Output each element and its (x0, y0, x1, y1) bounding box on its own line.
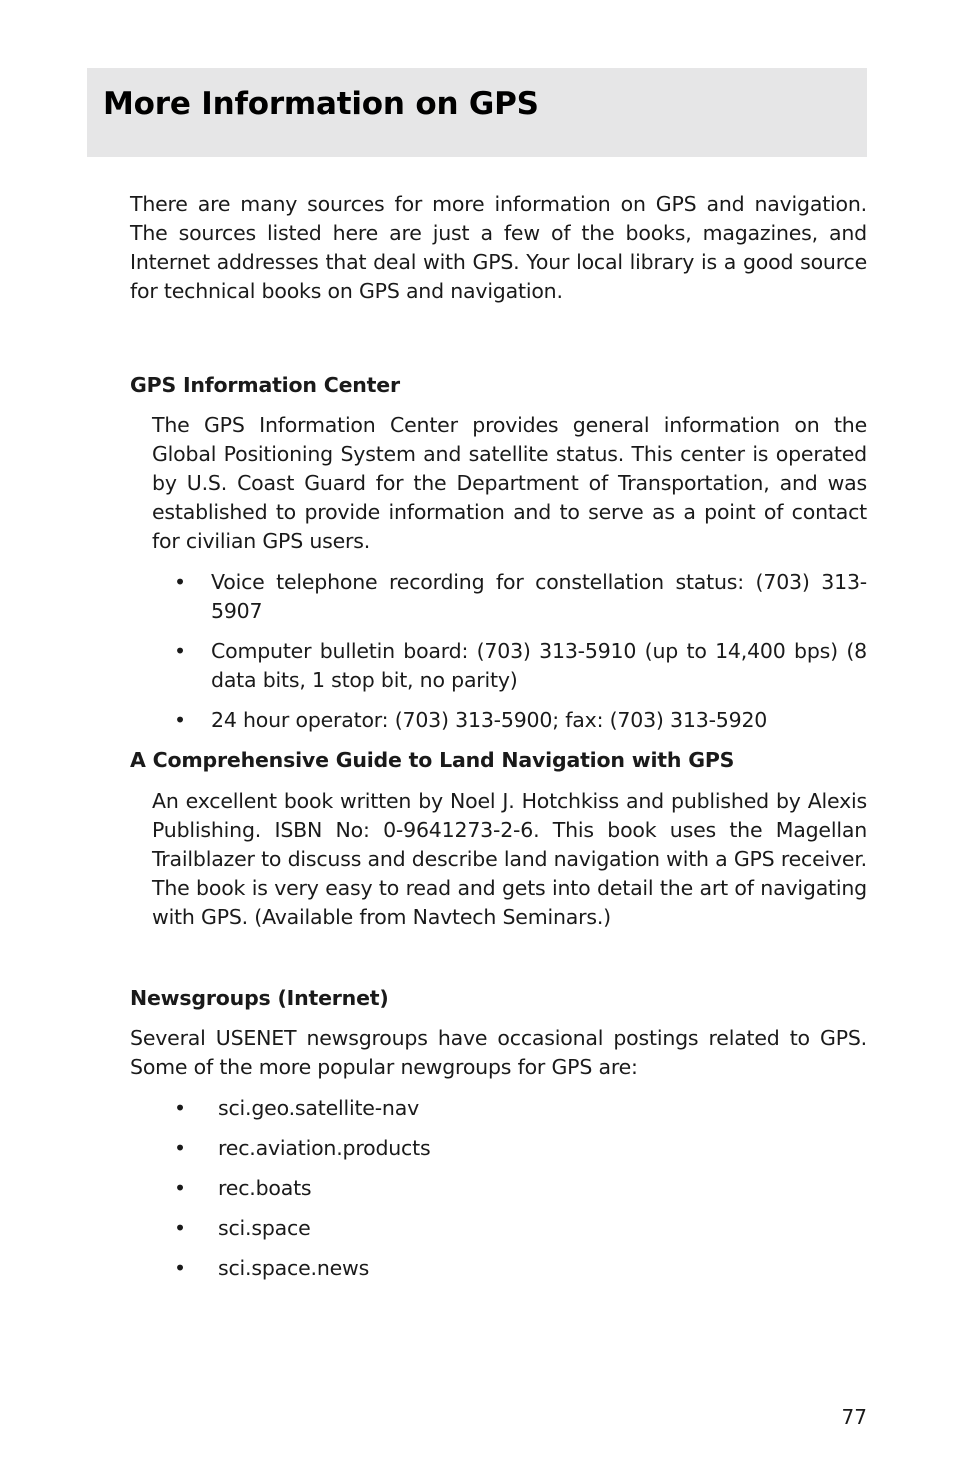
list-item-text: Voice telephone recording for constellation status: (703) 313-5907 (211, 570, 867, 623)
page-number: 77 (841, 1405, 867, 1429)
list-item-text: rec.boats (218, 1176, 312, 1200)
newsgroups-list (130, 1094, 867, 1283)
bullet-icon: • (174, 1256, 186, 1280)
page-content (130, 190, 867, 1283)
list-item (130, 1214, 867, 1243)
list-item (130, 1254, 867, 1283)
intro-paragraph: There are many sources for more information on GPS and navigation. The sources listed here are just a few of the books, magazines, and Internet addresses that deal with GPS. Your local library is a good source for technical books on GPS and navigation. (130, 192, 867, 303)
bullet-icon: • (174, 1096, 186, 1120)
list-item (130, 1134, 867, 1163)
bullet-icon: • (174, 639, 186, 663)
list-item-text: rec.aviation.products (218, 1136, 431, 1160)
list-item (130, 637, 867, 695)
newsgroups-paragraph: Several USENET newsgroups have occasional postings related to GPS. Some of the more popular newgroups for GPS are: (130, 1026, 867, 1079)
list-item (130, 1174, 867, 1203)
guide-heading: A Comprehensive Guide to Land Navigation with GPS (130, 748, 735, 772)
newsgroups-heading: Newsgroups (Internet) (130, 986, 389, 1010)
list-item-text: sci.space.news (218, 1256, 370, 1280)
list-item-text: sci.geo.satellite-nav (218, 1096, 420, 1120)
list-item (130, 1094, 867, 1123)
bullet-icon: • (174, 1176, 186, 1200)
gps-center-heading: GPS Information Center (130, 373, 400, 397)
bullet-icon: • (174, 1216, 186, 1240)
page-title: More Information on GPS (103, 86, 539, 122)
list-item-text: sci.space (218, 1216, 311, 1240)
bullet-icon: • (174, 570, 186, 594)
list-item (130, 706, 867, 735)
gps-center-paragraph: The GPS Information Center provides general information on the Global Positioning System and satellite status. This center is operated by U.S. Coast Guard for the Department of Transportation, and was established to provide information and to serve as a point of contact for civilian GPS users. (152, 413, 867, 553)
bullet-icon: • (174, 708, 186, 732)
list-item (130, 568, 867, 626)
list-item-text: Computer bulletin board: (703) 313-5910 (up to 14,400 bps) (8 data bits, 1 stop bit, no parity) (211, 639, 867, 692)
gps-center-list (130, 568, 867, 735)
bullet-icon: • (174, 1136, 186, 1160)
guide-paragraph: An excellent book written by Noel J. Hotchkiss and published by Alexis Publishing. ISBN No: 0-9641273-2-6. This book uses the Magellan Trailblazer to discuss and describe land navigation with a GPS receiver. The book is very easy to read and gets into detail the art of navigating with GPS. (Available from Navtech Seminars.) (152, 789, 867, 929)
title-band (87, 68, 867, 157)
list-item-text: 24 hour operator: (703) 313-5900; fax: (703) 313-5920 (211, 708, 768, 732)
